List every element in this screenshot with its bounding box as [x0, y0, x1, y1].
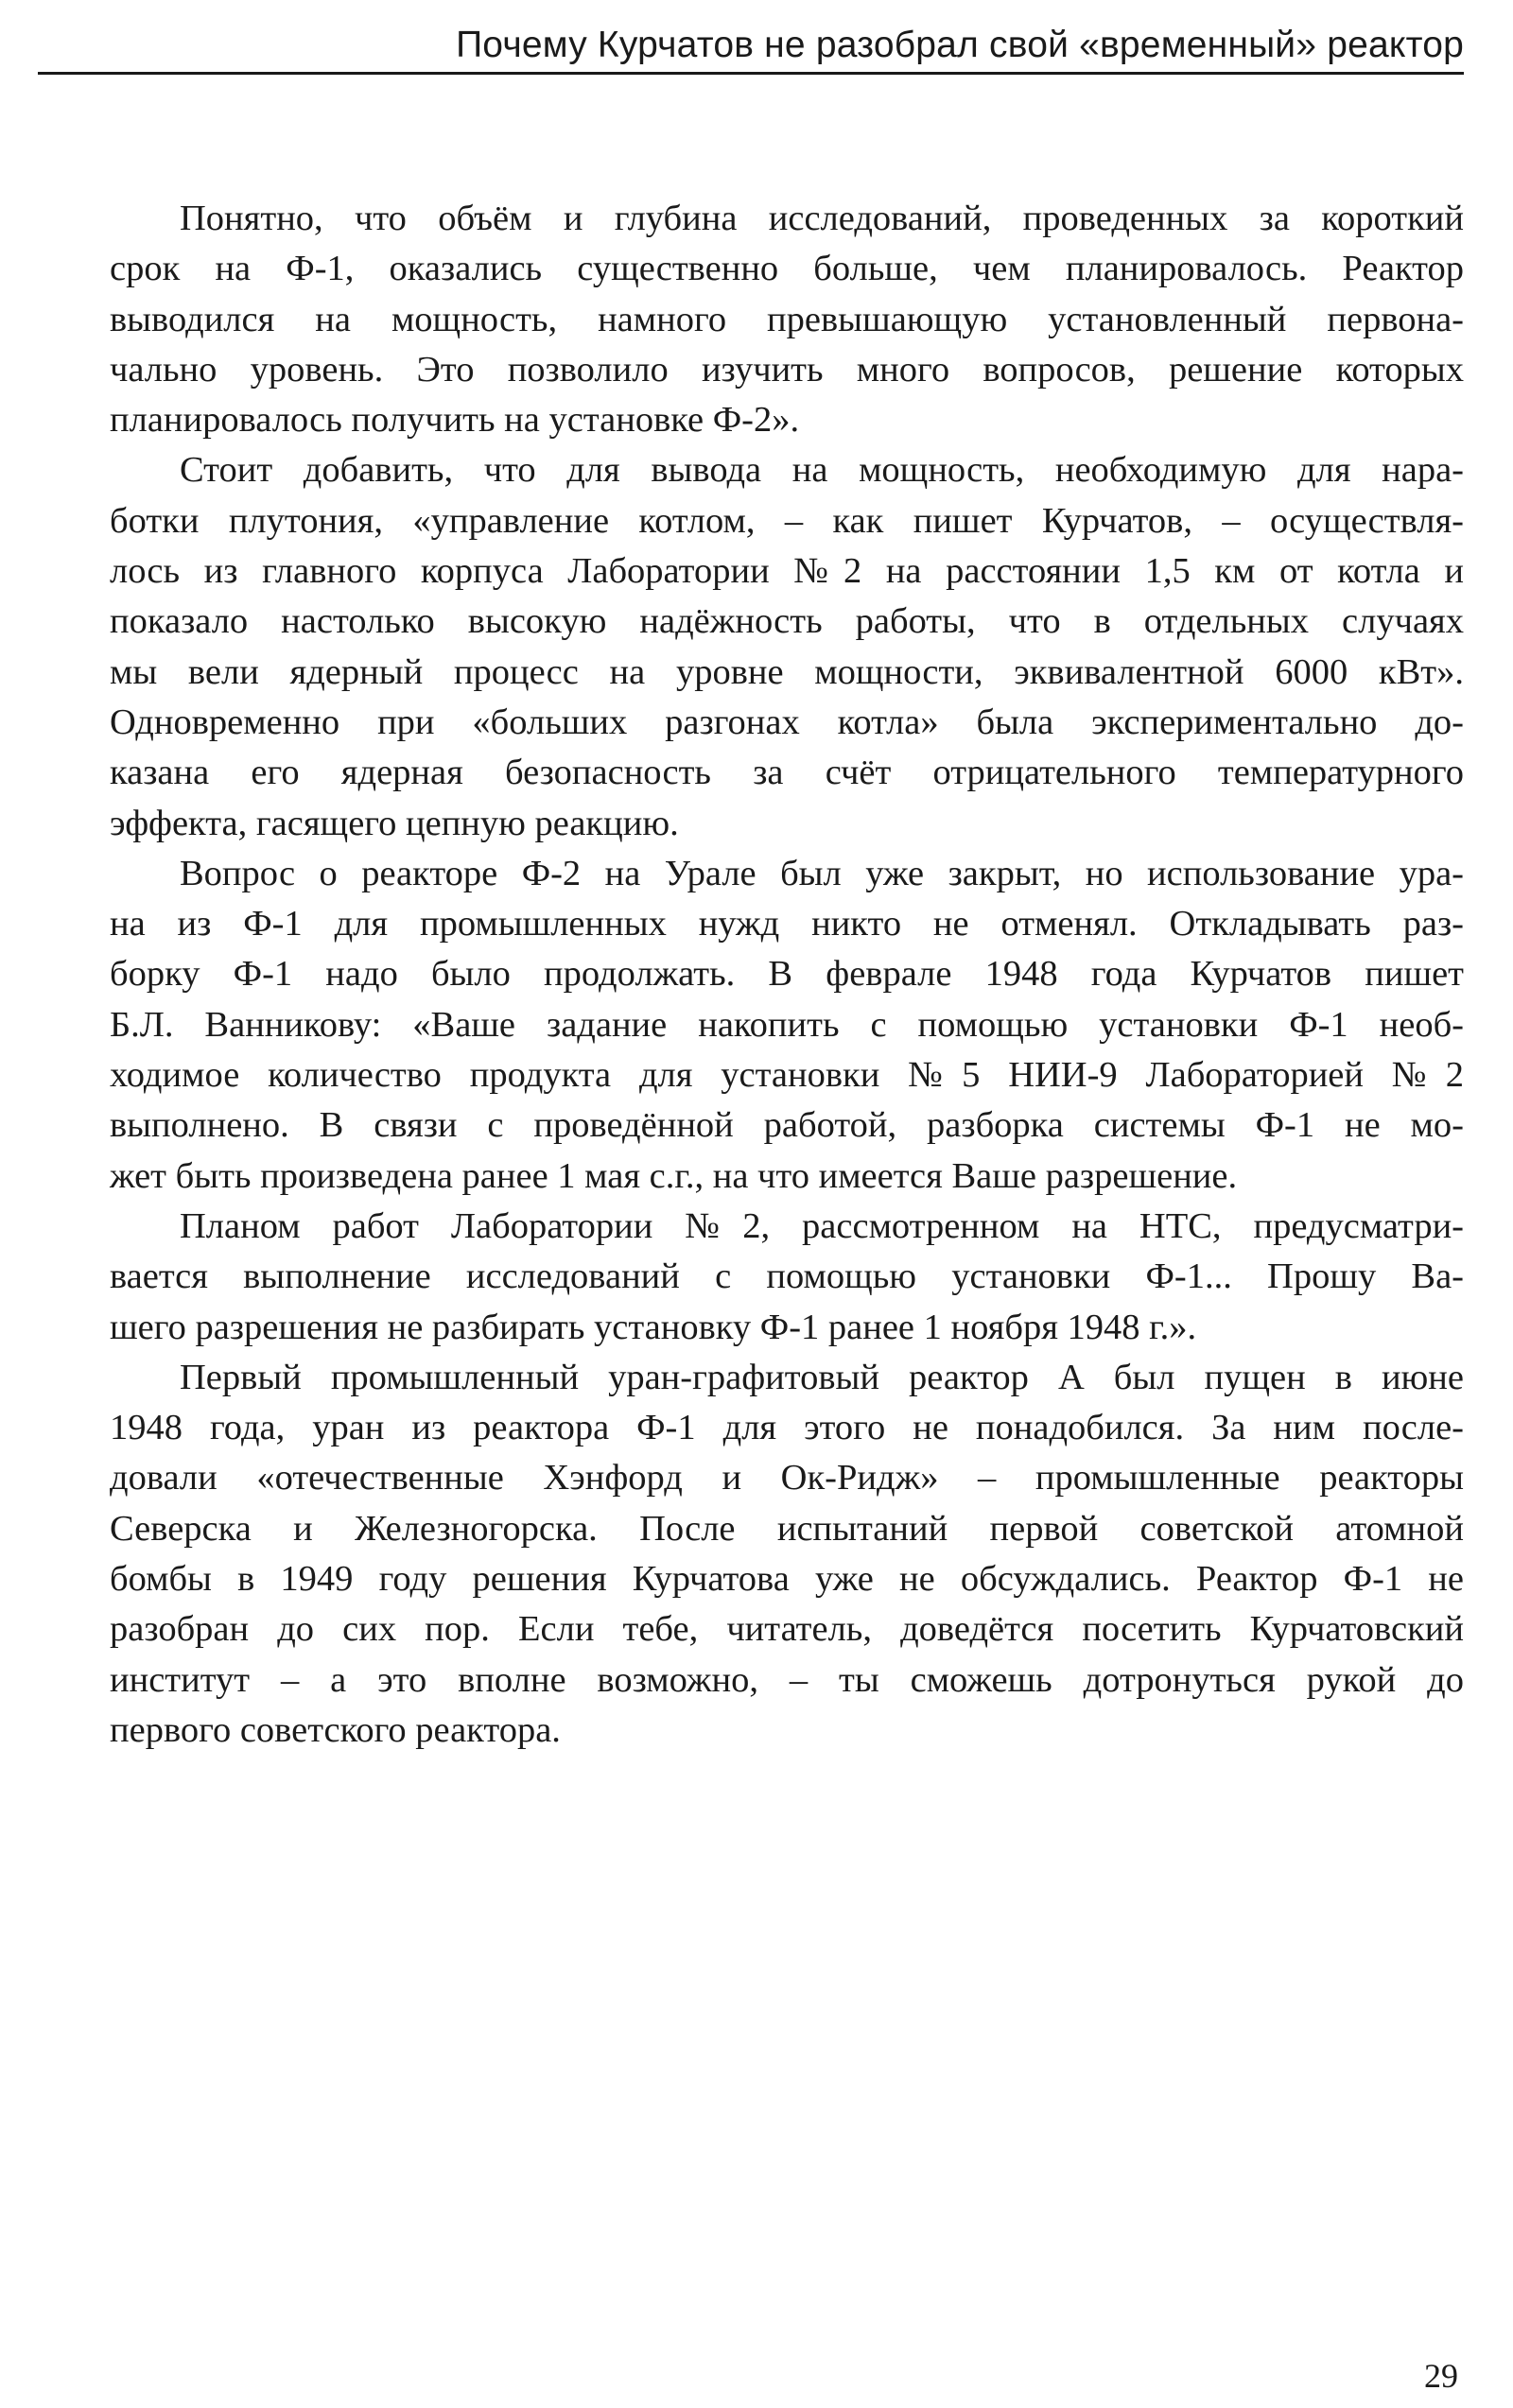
text-line: вается выполнение исследований с помощью установки Ф-1... Прошу Ва- — [110, 1256, 1464, 1297]
paragraph — [40, 849, 1464, 1202]
text-line: ботки плутония, «управление котлом, – как пишет Курчатов, – осуществля- — [110, 500, 1464, 541]
text-line: чально уровень. Это позволило изучить много вопросов, решение которых — [110, 349, 1464, 390]
text-line: Стоит добавить, что для вывода на мощность, необходимую для нара- — [180, 450, 1464, 491]
text-line: показало настолько высокую надёжность работы, что в отдельных случаях — [110, 601, 1464, 642]
paragraph — [40, 445, 1464, 848]
running-title: Почему Курчатов не разобрал свой «временный» реактор — [456, 25, 1464, 65]
text-line: Понятно, что объём и глубина исследований, проведенных за короткий — [180, 199, 1464, 238]
text-line: выполнено. В связи с проведённой работой, разборка системы Ф-1 не мо- — [110, 1105, 1464, 1146]
text-line: эффекта, гасящего цепную реакцию. — [110, 803, 679, 843]
text-line: Б.Л. Ванникову: «Ваше задание накопить с помощью установки Ф-1 необ- — [110, 1004, 1464, 1045]
text-line: первого советского реактора. — [110, 1709, 561, 1750]
text-line: разобран до сих пор. Если тебе, читатель, доведётся посетить Курчатовский — [110, 1609, 1464, 1650]
text-line: выводился на мощность, намного превышающую установленный первона- — [110, 299, 1464, 339]
text-line: 1948 года, уран из реактора Ф-1 для этого не понадобился. За ним после- — [110, 1408, 1464, 1448]
text-line: шего разрешения не разбирать установку Ф-1 ранее 1 ноября 1948 г.». — [110, 1307, 1197, 1347]
text-line: казана его ядерная безопасность за счёт отрицательного температурного — [110, 753, 1464, 793]
text-line: лось из главного корпуса Лаборатории №2 на расстоянии 1,5 км от котла и — [110, 551, 1464, 592]
text-line: мы вели ядерный процесс на уровне мощности, эквивалентной 6000 кВт». — [110, 651, 1464, 692]
text-line: Северска и Железногорска. После испытаний первой советской атомной — [110, 1508, 1464, 1549]
text-line: довали «отечественные Хэнфорд и Ок-Ридж» – промышленные реакторы — [110, 1458, 1464, 1499]
text-line: срок на Ф-1, оказались существенно больше, чем планировалось. Реактор — [110, 249, 1464, 289]
text-line: на из Ф-1 для промышленных нужд никто не отменял. Откладывать раз- — [110, 904, 1464, 944]
paragraph — [40, 1202, 1464, 1353]
running-header — [38, 13, 1464, 75]
paragraph — [40, 1353, 1464, 1756]
text-line: жет быть произведена ранее 1 мая с.г., на что имеется Ваше разрешение. — [110, 1155, 1238, 1196]
text-line: борку Ф-1 надо было продолжать. В феврале 1948 года Курчатов пишет — [110, 954, 1464, 995]
text-line: Одновременно при «больших разгонах котла» была экспериментально до- — [110, 702, 1464, 742]
page-number: 29 — [1424, 2357, 1458, 2395]
text-line: Вопрос о реакторе Ф-2 на Урале был уже закрыт, но использование ура- — [180, 853, 1464, 893]
paragraph — [40, 194, 1464, 445]
text-line: бомбы в 1949 году решения Курчатова уже не обсуждались. Реактор Ф-1 не — [110, 1559, 1464, 1600]
text-line: ходимое количество продукта для установки №5 НИИ-9 Лабораторией №2 — [110, 1055, 1464, 1096]
text-line: Первый промышленный уран-графитовый реактор А был пущен в июне — [180, 1357, 1464, 1397]
text-line: институт – а это вполне возможно, – ты сможешь дотронуться рукой до — [110, 1659, 1464, 1700]
text-line: планировалось получить на установке Ф-2». — [110, 400, 800, 441]
text-line: Планом работ Лаборатории №2, рассмотренном на НТС, предусматри- — [180, 1205, 1464, 1246]
body-text — [40, 194, 1464, 1756]
